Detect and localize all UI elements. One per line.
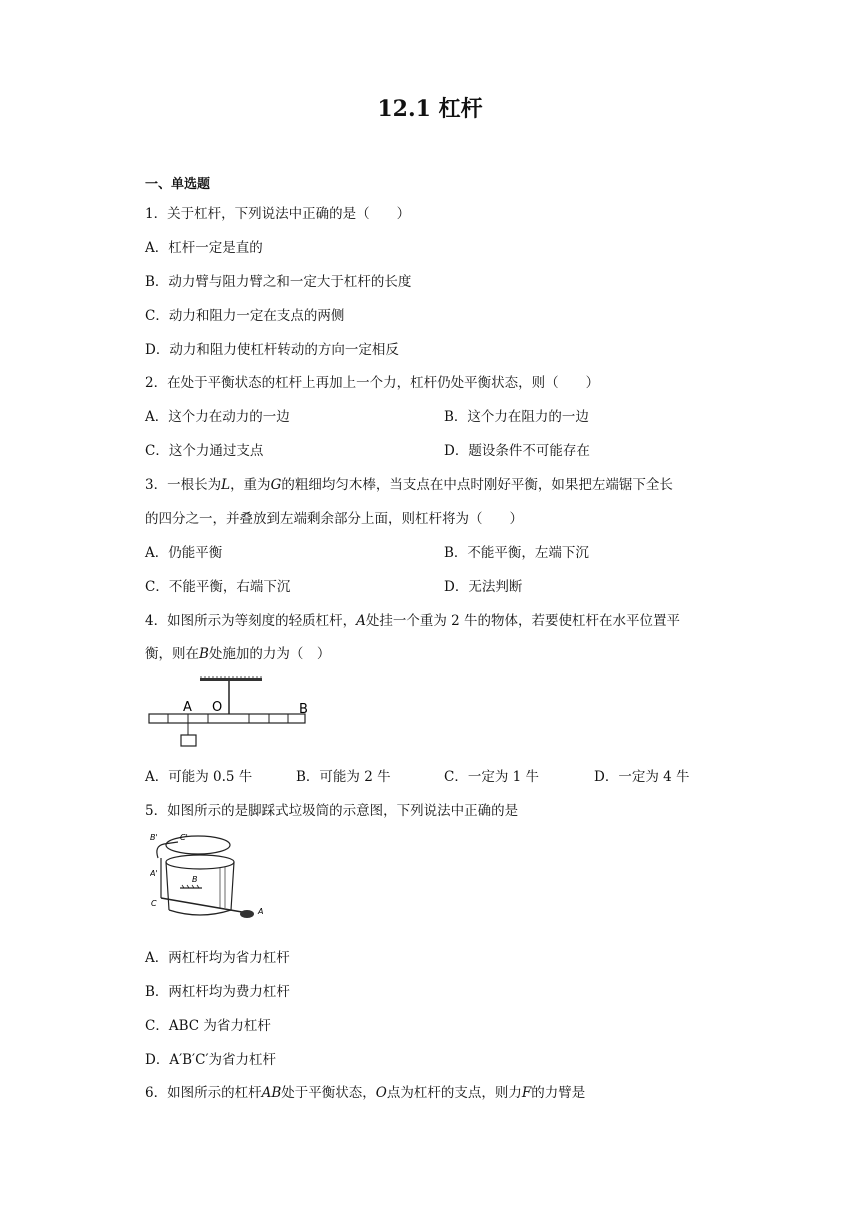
q1-option-d: D．动力和阻力使杠杆转动的方向一定相反 bbox=[145, 342, 399, 358]
svg-text:C: C bbox=[151, 899, 157, 908]
var-a: A bbox=[356, 613, 366, 629]
q2-option-a: A．这个力在动力的一边 bbox=[145, 409, 290, 425]
q2-option-b: B．这个力在阻力的一边 bbox=[444, 409, 589, 425]
svg-text:A: A bbox=[258, 907, 264, 916]
q5-option-d: D．A′B′C′为省力杠杆 bbox=[145, 1052, 277, 1068]
q2-option-d: D．题设条件不可能存在 bbox=[444, 443, 590, 459]
q1-option-c: C．动力和阻力一定在支点的两侧 bbox=[145, 308, 345, 324]
q5-option-c: C．ABC 为省力杠杆 bbox=[145, 1018, 271, 1034]
label-b: B bbox=[299, 702, 308, 717]
lever-bar bbox=[149, 714, 305, 723]
ceiling-bar bbox=[200, 678, 262, 681]
svg-text:A': A' bbox=[150, 869, 158, 878]
upper-lever bbox=[157, 842, 178, 858]
q3-option-d: D．无法判断 bbox=[444, 579, 523, 595]
trash-can-figure bbox=[150, 828, 270, 926]
section-heading: 一、单选题 bbox=[145, 177, 211, 192]
q4-option-b: B．可能为 2 牛 bbox=[296, 769, 391, 785]
can-top bbox=[166, 855, 234, 869]
q5-option-b: B．两杠杆均为费力杠杆 bbox=[145, 984, 290, 1000]
q1-stem: 1．关于杠杆，下列说法中正确的是（ ） bbox=[145, 206, 411, 222]
var-o: O bbox=[375, 1085, 387, 1101]
hanging-weight bbox=[181, 735, 196, 746]
q1-option-a: A．杠杆一定是直的 bbox=[145, 240, 263, 256]
q4-option-c: C．一定为 1 牛 bbox=[444, 769, 540, 785]
foot-pedal bbox=[240, 910, 254, 918]
var-l: L bbox=[221, 477, 231, 493]
q3-option-b: B．不能平衡，左端下沉 bbox=[444, 545, 589, 561]
q4-stem: 4．如图所示为等刻度的轻质杠杆，A处挂一个重为 2 牛的物体，若要使杠杆在水平位置平 bbox=[145, 613, 681, 629]
svg-text:B': B' bbox=[150, 833, 158, 842]
var-f: F bbox=[521, 1085, 532, 1101]
q3-stem: 3．一根长为L，重为G的粗细均匀木棒，当支点在中点时刚好平衡，如果把左端锯下全长 bbox=[145, 477, 673, 493]
lid bbox=[166, 836, 230, 854]
q2-stem: 2．在处于平衡状态的杠杆上再加上一个力，杠杆仍处平衡状态，则（ ） bbox=[145, 375, 600, 391]
q4-stem-line2: 衡，则在B处施加的力为（ ） bbox=[145, 646, 331, 662]
lower-lever bbox=[161, 898, 242, 912]
var-g: G bbox=[270, 477, 282, 493]
var-b: B bbox=[199, 646, 209, 662]
q5-stem: 5．如图所示的是脚踩式垃圾筒的示意图，下列说法中正确的是 bbox=[145, 803, 519, 819]
svg-text:C': C' bbox=[180, 833, 188, 842]
q6-stem: 6．如图所示的杠杆AB处于平衡状态，O点为杠杆的支点，则力F的力臂是 bbox=[145, 1085, 586, 1101]
can-bottom bbox=[169, 910, 231, 915]
var-ab: AB bbox=[261, 1085, 282, 1101]
q1-option-b: B．动力臂与阻力臂之和一定大于杠杆的长度 bbox=[145, 274, 412, 290]
svg-text:B: B bbox=[192, 875, 198, 884]
q4-option-d: D．一定为 4 牛 bbox=[594, 769, 690, 785]
q4-option-a: A．可能为 0.5 牛 bbox=[145, 769, 253, 785]
q2-option-c: C．这个力通过支点 bbox=[145, 443, 264, 459]
q3-option-c: C．不能平衡，右端下沉 bbox=[145, 579, 291, 595]
label-a: A bbox=[183, 700, 192, 715]
q3-option-a: A．仍能平衡 bbox=[145, 545, 223, 561]
page-title: 12.1 杠杆 bbox=[377, 96, 483, 122]
q3-stem-line2: 的四分之一，并叠放到左端剩余部分上面，则杠杆将为（ ） bbox=[145, 511, 523, 527]
lever-figure bbox=[145, 674, 315, 750]
q5-option-a: A．两杠杆均为省力杠杆 bbox=[145, 950, 290, 966]
label-o: O bbox=[212, 700, 223, 715]
